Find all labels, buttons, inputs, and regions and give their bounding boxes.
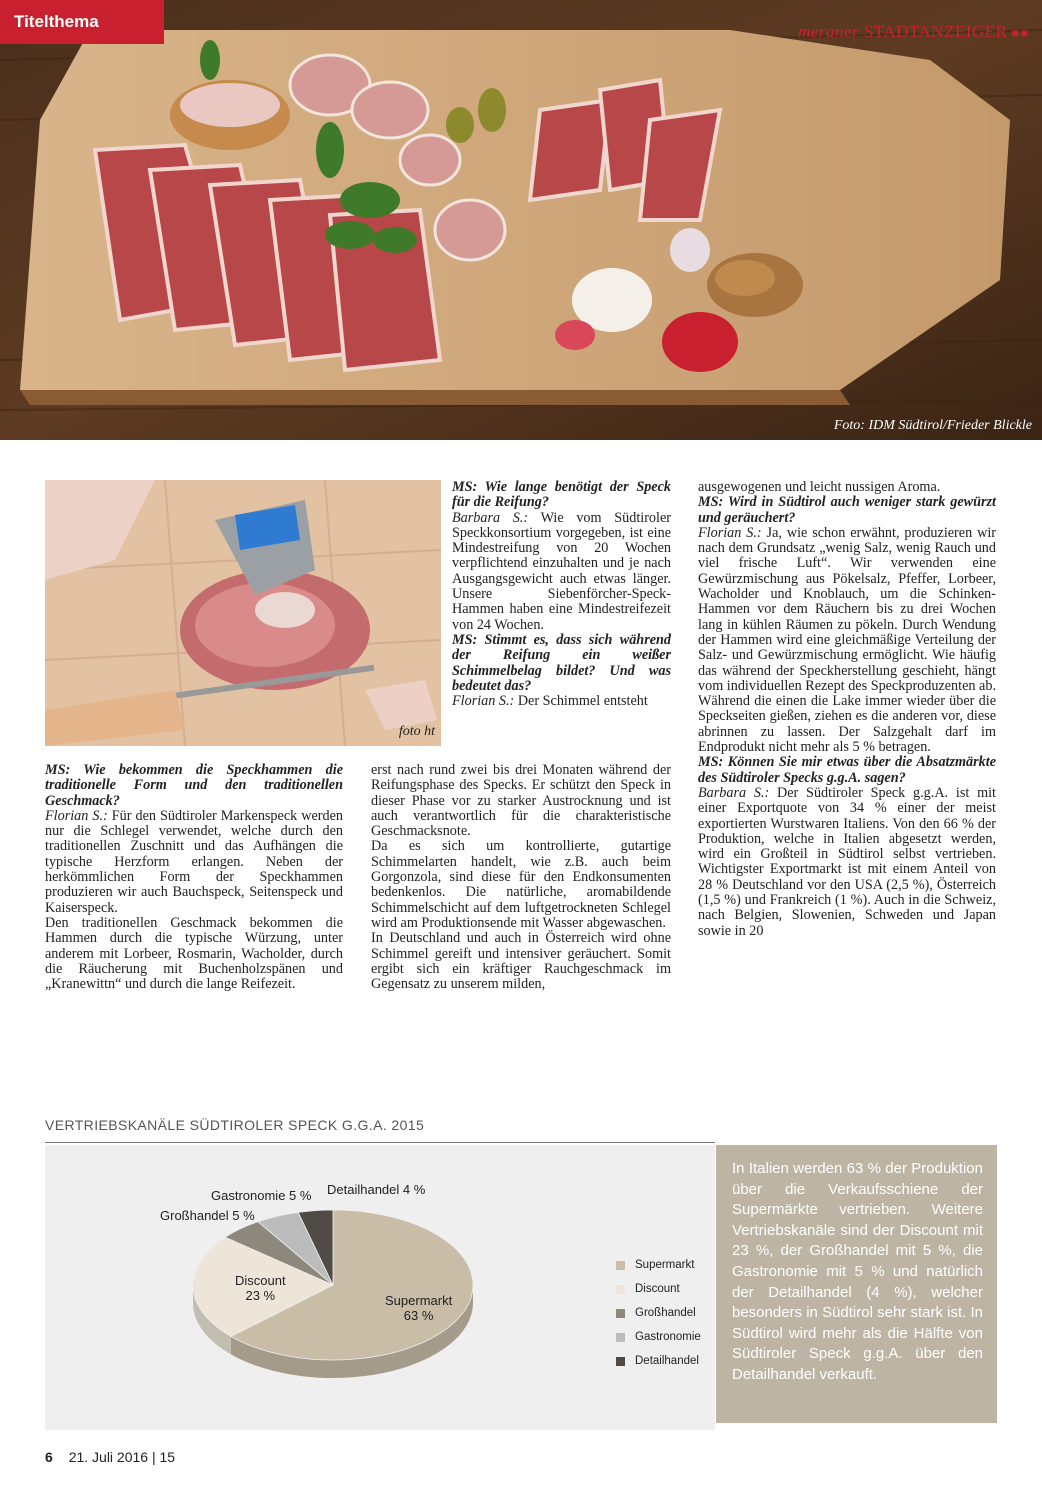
label-supermarkt-value: 63 % xyxy=(403,1308,434,1323)
hero-photo-credit: Foto: IDM Südtirol/Frieder Blickle xyxy=(833,418,1032,433)
butcher-photo xyxy=(45,480,441,746)
interview-question: MS: Können Sie mir etwas über die Absatzmärkte des Südtiroler Specks g.g.A. sagen? xyxy=(698,754,996,786)
label-detailhandel-name: Detailhandel xyxy=(327,1182,400,1197)
label-detailhandel-value: 4 % xyxy=(402,1182,426,1197)
interview-question: MS: Wie bekommen die Speckhammen die traditionelle Form und den traditionellen Geschmack? xyxy=(45,762,343,809)
legend-swatch xyxy=(616,1357,625,1366)
interview-answer xyxy=(698,526,996,755)
legend-swatch xyxy=(616,1309,625,1318)
page-footer xyxy=(45,1449,175,1465)
issue-date: 21. Juli 2016 | 15 xyxy=(68,1449,176,1465)
legend-label: Discount xyxy=(635,1283,680,1295)
answer-text: Wie vom Südtiroler Speckkonsortium vorgegeben, ist eine Mindestreifung von 20 Wochen verpflichtend einzuhalten und je nach Ausgangsgewicht auch etwas länger. Unsere Siebenförcher-Speck-Hammen haben eine Mindestreifezeit von 24 Wochen. xyxy=(452,509,671,633)
masthead-word-1: meraner xyxy=(798,22,860,41)
legend-item xyxy=(616,1253,701,1277)
speaker-name: Florian S.: xyxy=(452,693,515,710)
legend-swatch xyxy=(616,1333,625,1342)
chart-legend xyxy=(616,1253,701,1373)
interview-answer xyxy=(45,809,343,916)
photo2-credit: foto ht xyxy=(398,724,435,739)
masthead-word-2: STADTANZEIGER xyxy=(863,22,1008,41)
masthead-dots-icon: ■■ xyxy=(1011,26,1030,40)
pie-chart xyxy=(45,1145,715,1430)
article-column-2-top xyxy=(452,480,671,709)
legend-label: Detailhandel xyxy=(635,1355,699,1367)
slice-label-supermarkt xyxy=(385,1293,452,1323)
legend-label: Gastronomie xyxy=(635,1331,701,1343)
slice-label-gastronomie xyxy=(211,1188,311,1203)
legend-swatch xyxy=(616,1285,625,1294)
legend-item xyxy=(616,1325,701,1349)
hero-photo xyxy=(0,0,1042,440)
slice-label-discount xyxy=(235,1273,286,1303)
interview-answer: Den traditionellen Geschmack bekommen die Hammen durch die typische Würzung, unter anderem mit Lorbeer, Rosmarin, Wacholder, durch die Räucherung mit Buchenholzspänen und „Kranewittn“ und durch die lange Reifezeit. xyxy=(45,914,343,993)
article-column-3 xyxy=(698,480,996,939)
legend-item xyxy=(616,1349,701,1373)
info-box: In Italien werden 63 % der Produktion über die Verkaufsschiene der Supermärkte vertrieben. Weitere Vertriebskanäle sind der Discount mit 23 %, der Großhandel mit 5 %, die Gastronomie mit 5 % und natürlich der Detailhandel (4 %), welcher besonders in Südtirol sehr stark ist. In Südtirol wird mehr als die Hälfte von Südtiroler Speck g.g.A. über den Detailhandel verkauft. xyxy=(716,1145,997,1423)
article-column-1 xyxy=(45,763,343,992)
section-tag: Titelthema xyxy=(0,0,164,44)
chart-title-rule xyxy=(45,1142,715,1143)
answer-text: Der Schimmel entsteht xyxy=(514,693,648,710)
speaker-name: Barbara S.: xyxy=(452,509,529,526)
interview-question: MS: Wie lange benötigt der Speck für die Reifung? xyxy=(452,479,671,511)
answer-text: Für den Südtiroler Markenspeck werden nur die Schlegel verwendet, welche durch den traditionellen Zuschnitt und das Aufhängen die typische Herzform erlangen. Neben der herkömmlichen Form der Speckhammen produzieren wir auch Bauchspeck, Seitenspeck und Kaiserspeck. xyxy=(45,807,343,916)
masthead-logo xyxy=(798,22,1030,42)
speaker-name: Florian S.: xyxy=(45,807,108,824)
answer-text: Der Südtiroler Speck g.g.A. ist mit einer Exportquote von 34 % einer der meist exportierten Wurstwaren Italiens. Von den 66 % der Produktion, welche in Italien abgesetzt werden, wird ein Großteil in Südtirol selbst vertrieben. Wichtigster Exportmarkt ist mit einem Anteil von 28 % Deutschland vor den USA (2,5 %), Österreich (1,5 %) und Frankreich (1 %). Auch in die Schweiz, nach Belgien, Slowenien, Schweden und Japan sowie in 20 xyxy=(698,784,996,939)
legend-item xyxy=(616,1301,701,1325)
legend-swatch xyxy=(616,1261,625,1270)
legend-item xyxy=(616,1277,701,1301)
answer-text: Ja, wie schon erwähnt, produzieren wir nach dem Grundsatz „wenig Salz, wenig Rauch und viel frische Luft“. Wir verwenden eine Gewürzmischung aus Pökelsalz, Pfeffer, Lorbeer, Wacholder und Knoblauch, um die Schinken-Hammen vor dem Räuchern bis zu drei Wochen lang in kühlen Räumen zu pökeln. Durch Wendung der Hammen wird eine gleichmäßige Verteilung der Salz- und Gewürzmischung ermöglicht. Wie häufig das während der Speckherstellung geschieht, hängt vom individuellen Rezept des Speckproduzenten ab. Während die einen die Lake immer wieder über die Speckseiten gießen, ziehen es die anderen vor, diese abrinnen zu lassen. Der Salzgehalt darf im Endprodukt nicht mehr als 5 % betragen. xyxy=(698,524,996,756)
slice-label-detailhandel xyxy=(327,1182,425,1197)
page-number: 6 xyxy=(45,1449,53,1465)
interview-answer: In Deutschland und auch in Österreich wird ohne Schimmel gereift und intensiver geräuchert. Somit ergibt sich ein kräftiger Rauchgeschmack im Gegensatz zu unserem milden, xyxy=(371,930,671,993)
label-discount-name: Discount xyxy=(235,1273,286,1288)
label-grosshandel-name: Großhandel xyxy=(160,1208,229,1223)
interview-answer xyxy=(698,786,996,939)
label-grosshandel-value: 5 % xyxy=(232,1208,255,1223)
speaker-name: Florian S.: xyxy=(698,524,762,541)
interview-answer: erst nach rund zwei bis drei Monaten während der Reifungsphase des Specks. Er schützt den Speck in dieser Phase vor zu starker Austrocknung und ist auch verantwortlich für die charakteristische Geschmacksnote. xyxy=(371,762,671,840)
interview-question: MS: Wird in Südtirol auch weniger stark gewürzt und geräuchert? xyxy=(698,494,996,526)
label-gastronomie-name: Gastronomie xyxy=(211,1188,286,1203)
interview-question: MS: Stimmt es, dass sich während der Reifung ein weißer Schimmelbelag bildet? Und was bedeutet das? xyxy=(452,631,671,694)
interview-answer: ausgewogenen und leicht nussigen Aroma. xyxy=(698,479,941,495)
interview-answer: Da es sich um kontrollierte, gutartige Schimmelarten handelt, wie z.B. auch beim Gorgonzola, sind diese für den Endkonsumenten bedenkenlos. Die natürliche, aromabildende Schimmelschicht auf dem luftgetrockneten Schlegel wird am Produktionsende mit Wasser abgewaschen. xyxy=(371,838,671,931)
article-column-2-bottom xyxy=(371,763,671,992)
label-gastronomie-value: 5 % xyxy=(289,1188,312,1203)
speaker-name: Barbara S.: xyxy=(698,784,770,801)
interview-answer xyxy=(452,694,671,709)
label-discount-value: 23 % xyxy=(245,1288,276,1303)
legend-label: Großhandel xyxy=(635,1307,696,1319)
pie-chart-svg xyxy=(45,1145,585,1430)
interview-answer xyxy=(452,511,671,633)
label-supermarkt-name: Supermarkt xyxy=(385,1293,453,1308)
slice-label-grosshandel xyxy=(160,1208,255,1223)
chart-title: VERTRIEBSKANÄLE SÜDTIROLER SPECK G.G.A. 2015 xyxy=(45,1117,425,1133)
legend-label: Supermarkt xyxy=(635,1259,695,1271)
